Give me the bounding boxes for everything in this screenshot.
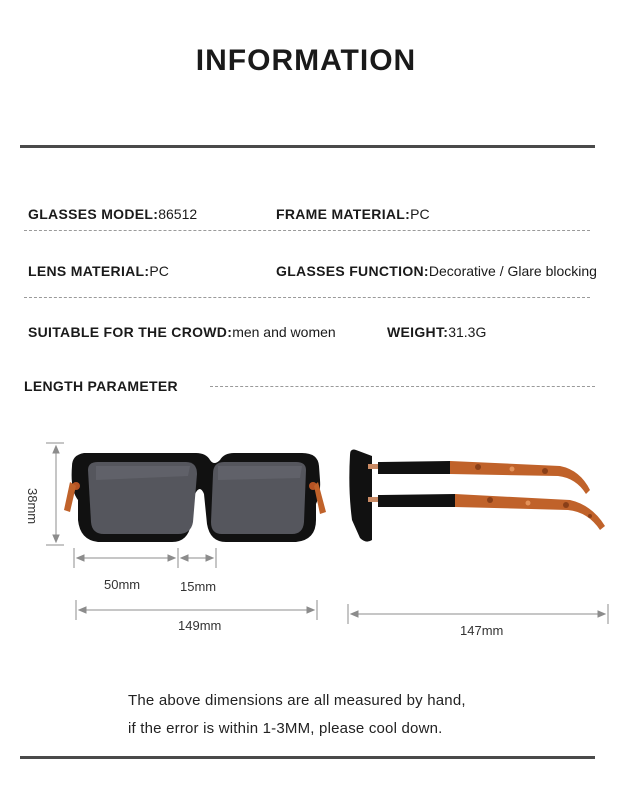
spec-value: Decorative / Glare blocking bbox=[428, 263, 597, 279]
spec-label: GLASSES MODEL: bbox=[28, 206, 159, 222]
bottom-divider bbox=[20, 756, 595, 759]
spec-label: LENS MATERIAL: bbox=[28, 263, 150, 279]
note-line-1: The above dimensions are all measured by hand, bbox=[128, 692, 466, 709]
front-view-glasses bbox=[64, 453, 326, 542]
height-label: 38mm bbox=[25, 488, 40, 525]
spec-value: 31.3G bbox=[448, 324, 487, 340]
spec-label: GLASSES FUNCTION: bbox=[276, 263, 429, 279]
bridge-label: 15mm bbox=[180, 579, 217, 594]
spec-value: men and women bbox=[232, 324, 336, 340]
page-title: INFORMATION bbox=[195, 44, 417, 77]
lens-width-label: 50mm bbox=[104, 577, 141, 592]
side-view-glasses bbox=[349, 450, 605, 542]
total-width-label: 149mm bbox=[178, 618, 222, 633]
spec-label: WEIGHT: bbox=[387, 324, 449, 340]
spec-label: FRAME MATERIAL: bbox=[276, 206, 411, 222]
spec-value: PC bbox=[149, 263, 169, 279]
note-line-2: if the error is within 1-3MM, please cool down. bbox=[128, 720, 443, 737]
spec-value: 86512 bbox=[158, 206, 198, 222]
length-parameter-heading: LENGTH PARAMETER bbox=[24, 378, 178, 394]
spec-label: SUITABLE FOR THE CROWD: bbox=[28, 324, 233, 340]
spec-value: PC bbox=[410, 206, 430, 222]
temple-length-label: 147mm bbox=[460, 623, 504, 638]
